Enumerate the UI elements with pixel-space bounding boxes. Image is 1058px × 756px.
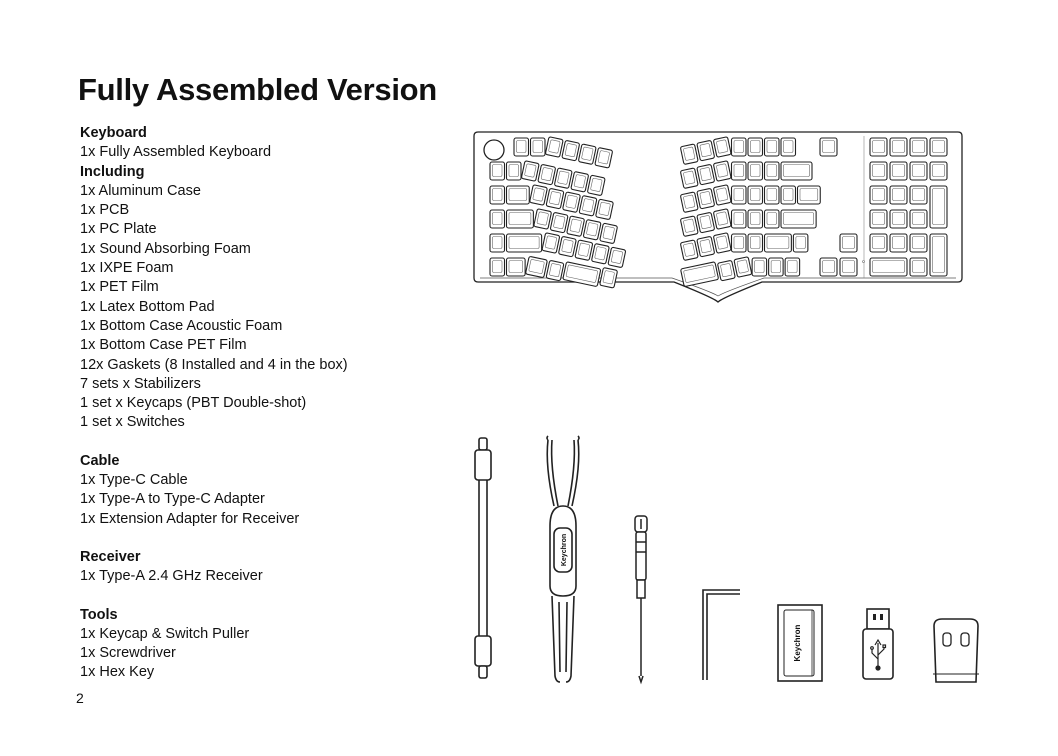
list-item: 1x IXPE Foam xyxy=(80,260,174,277)
section-heading: Cable xyxy=(80,452,120,469)
keyboard-illustration xyxy=(472,130,964,306)
type-c-cable-icon xyxy=(468,436,498,684)
hex-key-icon xyxy=(700,586,744,684)
list-item: 1x PCB xyxy=(80,202,130,219)
adapter-logo: Keychron xyxy=(793,624,802,662)
list-item: 1x Bottom Case Acoustic Foam xyxy=(80,317,283,334)
list-item: 1x Sound Absorbing Foam xyxy=(80,240,251,257)
page-number: 2 xyxy=(76,690,84,706)
usb-receiver-icon xyxy=(860,607,896,683)
section-cable xyxy=(80,452,410,529)
section-keyboard xyxy=(80,124,410,433)
section-heading: Tools xyxy=(80,606,118,623)
type-a-to-type-c-adapter-icon xyxy=(776,603,824,683)
list-item: 1 set x Switches xyxy=(80,414,185,431)
page-title: Fully Assembled Version xyxy=(78,72,437,107)
list-item: 1x Fully Assembled Keyboard xyxy=(80,144,272,161)
list-item: 12x Gaskets (8 Installed and 4 in the box) xyxy=(80,356,348,373)
list-item: 1x PC Plate xyxy=(80,221,157,238)
screwdriver-icon xyxy=(630,514,652,684)
section-heading: Keyboard xyxy=(80,125,147,141)
list-item: 1x Aluminum Case xyxy=(80,182,201,199)
list-item: 1x Bottom Case PET Film xyxy=(80,337,247,354)
puller-logo: Keychron xyxy=(561,533,568,567)
list-item: 1x PET Film xyxy=(80,279,159,296)
list-item: 1x Latex Bottom Pad xyxy=(80,298,215,315)
list-item: 1x Type-C Cable xyxy=(80,472,188,489)
list-item: 1x Type-A to Type-C Adapter xyxy=(80,491,265,508)
keycap-switch-puller-icon xyxy=(540,436,586,686)
list-item: 1x Hex Key xyxy=(80,664,155,681)
list-item: 1x Extension Adapter for Receiver xyxy=(80,510,300,527)
package-contents xyxy=(80,124,410,683)
list-item: 1 set x Keycaps (PBT Double-shot) xyxy=(80,395,307,412)
section-receiver xyxy=(80,548,410,587)
section-heading: Receiver xyxy=(80,548,141,565)
section-tools xyxy=(80,606,410,683)
list-item: 7 sets x Stabilizers xyxy=(80,375,201,392)
list-item: 1x Type-A 2.4 GHz Receiver xyxy=(80,568,263,585)
list-subheading: Including xyxy=(80,163,145,180)
list-item: 1x Keycap & Switch Puller xyxy=(80,625,250,642)
extension-adapter-icon xyxy=(930,616,982,684)
list-item: 1x Screwdriver xyxy=(80,645,176,662)
